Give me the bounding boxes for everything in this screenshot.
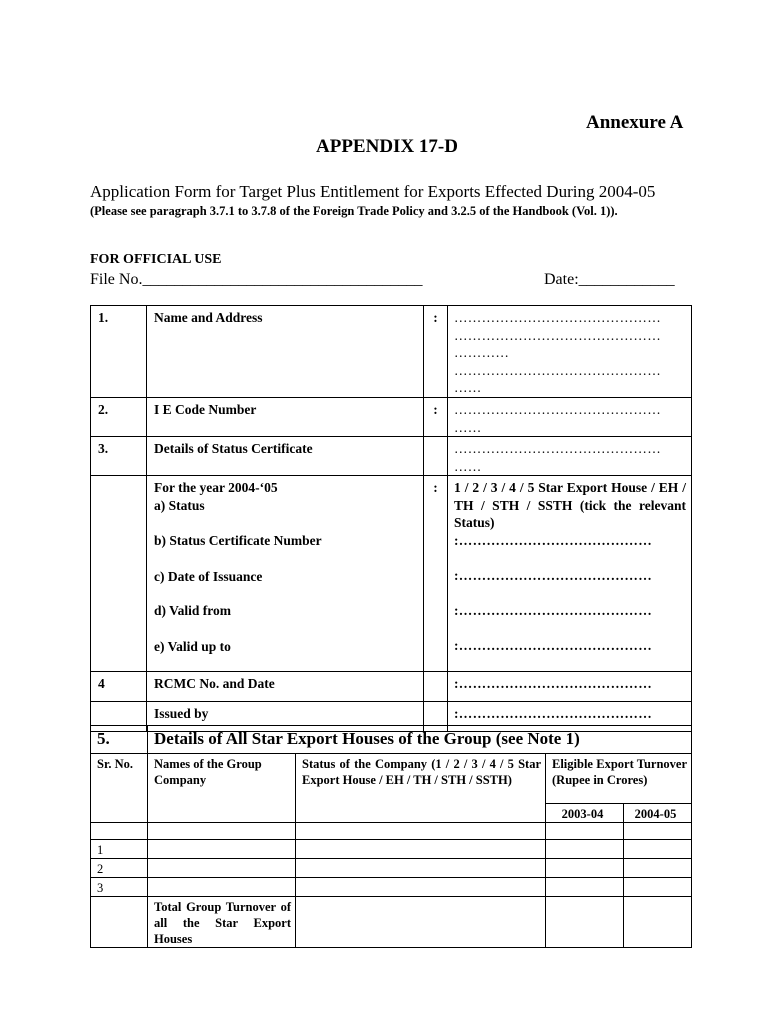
company-status-cell[interactable] (296, 878, 546, 897)
colon: : (424, 306, 448, 398)
valid-up-to-label: e) Valid up to (154, 638, 231, 654)
row-number: 2. (91, 398, 147, 437)
dotted-line: :…………………………………… (454, 706, 652, 721)
row-status-certificate (91, 437, 692, 476)
company-name-cell[interactable] (148, 823, 296, 840)
col-export-turnover: Eligible Export Turnover (Rupee in Crores) (546, 754, 692, 804)
table-row (91, 878, 692, 897)
total-turnover-cell[interactable] (624, 897, 692, 948)
group-export-houses-table (90, 725, 692, 948)
turnover-cell[interactable] (546, 823, 624, 840)
turnover-cell[interactable] (546, 840, 624, 859)
col-sr-no: Sr. No. (91, 754, 148, 823)
table-row (91, 840, 692, 859)
company-status-cell[interactable] (296, 859, 546, 878)
colon-cell (424, 437, 448, 476)
section-title: Details of All Star Export Houses of the Group (see Note 1) (148, 726, 692, 754)
company-status-cell[interactable] (296, 823, 546, 840)
table-row (91, 823, 692, 840)
total-turnover-cell[interactable] (546, 897, 624, 948)
status-details-fields (448, 476, 692, 672)
dotted-line: ……………………………………… (454, 362, 661, 378)
turnover-cell[interactable] (624, 878, 692, 897)
total-row (91, 897, 692, 948)
turnover-cell[interactable] (546, 878, 624, 897)
row-number (91, 476, 147, 672)
date-field[interactable]: Date:____________ (544, 271, 675, 288)
colon-cell (424, 672, 448, 702)
valid-from-label: d) Valid from (154, 603, 232, 618)
name-address-field[interactable] (448, 306, 692, 398)
file-no-field[interactable]: File No.___________________________________ (90, 271, 423, 288)
issuance-field[interactable]: :…………………………………… (454, 568, 652, 583)
empty-cell (91, 897, 148, 948)
status-label: a) Status (154, 497, 205, 513)
dotted-line: ……………………………………… (454, 441, 661, 456)
company-status-cell[interactable] (296, 840, 546, 859)
status-options-field[interactable]: 1 / 2 / 3 / 4 / 5 Star Export House / EH / TH / STH / SSTH (tick the relevant Status) (454, 480, 686, 530)
row-number: 4 (91, 672, 147, 702)
dotted-line: ……………………………………… (454, 327, 661, 343)
application-form-table (90, 305, 692, 732)
group-table-header (91, 754, 692, 804)
valid-up-to-field[interactable]: :…………………………………… (454, 638, 652, 653)
ie-code-field[interactable] (448, 398, 692, 437)
cert-number-field[interactable]: :…………………………………… (454, 532, 652, 548)
row-number: 1. (91, 306, 147, 398)
row-number: 3. (91, 437, 147, 476)
form-title: Application Form for Target Plus Entitlement for Exports Effected During 2004-05 (90, 182, 656, 201)
total-label: Total Group Turnover of all the Star Export Houses (148, 897, 296, 948)
row-label: Details of Status Certificate (147, 437, 424, 476)
company-name-cell[interactable] (148, 859, 296, 878)
turnover-cell[interactable] (546, 859, 624, 878)
cert-number-label: b) Status Certificate Number (154, 533, 322, 548)
status-details-labels (147, 476, 424, 672)
row-label: I E Code Number (147, 398, 424, 437)
row-name-address (91, 306, 692, 398)
valid-from-field[interactable]: :…………………………………… (454, 602, 652, 618)
total-status-cell (296, 897, 546, 948)
colon: : (424, 398, 448, 437)
reference-note: (Please see paragraph 3.7.1 to 3.7.8 of the Foreign Trade Policy and 3.2.5 of the Handbook (Vol. 1)). (90, 204, 618, 218)
official-use-heading: FOR OFFICIAL USE (90, 252, 222, 267)
col-company-status: Status of the Company (1 / 2 / 3 / 4 / 5 Star Export House / EH / TH / STH / SSTH) (296, 754, 546, 823)
dotted-line: …… (454, 419, 482, 435)
table-row (91, 859, 692, 878)
turnover-cell[interactable] (624, 823, 692, 840)
dotted-line: ……………………………………… (454, 402, 661, 417)
year-label: For the year 2004-‘05 (154, 480, 278, 495)
row-label: Issued by (147, 702, 424, 732)
col-year-2004-05: 2004-05 (624, 804, 692, 823)
company-name-cell[interactable] (148, 878, 296, 897)
status-certificate-field[interactable] (448, 437, 692, 476)
turnover-cell[interactable] (624, 840, 692, 859)
sr-number: 1 (91, 840, 148, 859)
company-name-cell[interactable] (148, 840, 296, 859)
col-company-names: Names of the Group Company (148, 754, 296, 823)
row-ie-code (91, 398, 692, 437)
dotted-line: ……………………………………… (454, 310, 661, 325)
dotted-line: :…………………………………… (454, 676, 652, 691)
row-status-details (91, 476, 692, 672)
section-5-heading-row (91, 726, 692, 754)
colon: : (424, 476, 448, 672)
appendix-title: APPENDIX 17-D (316, 136, 458, 157)
row-label: RCMC No. and Date (147, 672, 424, 702)
row-label: Name and Address (147, 306, 424, 398)
sr-number: 3 (91, 878, 148, 897)
dotted-line: …… (454, 458, 482, 474)
empty-cell (91, 823, 148, 840)
turnover-cell[interactable] (624, 859, 692, 878)
dotted-line: ………… (454, 345, 510, 360)
row-rcmc (91, 672, 692, 702)
sr-number: 2 (91, 859, 148, 878)
section-number: 5. (91, 726, 148, 754)
annexure-label: Annexure A (586, 112, 684, 133)
dotted-line: …… (454, 380, 482, 395)
col-year-2003-04: 2003-04 (546, 804, 624, 823)
rcmc-field[interactable] (448, 672, 692, 702)
issuance-label: c) Date of Issuance (154, 568, 263, 584)
